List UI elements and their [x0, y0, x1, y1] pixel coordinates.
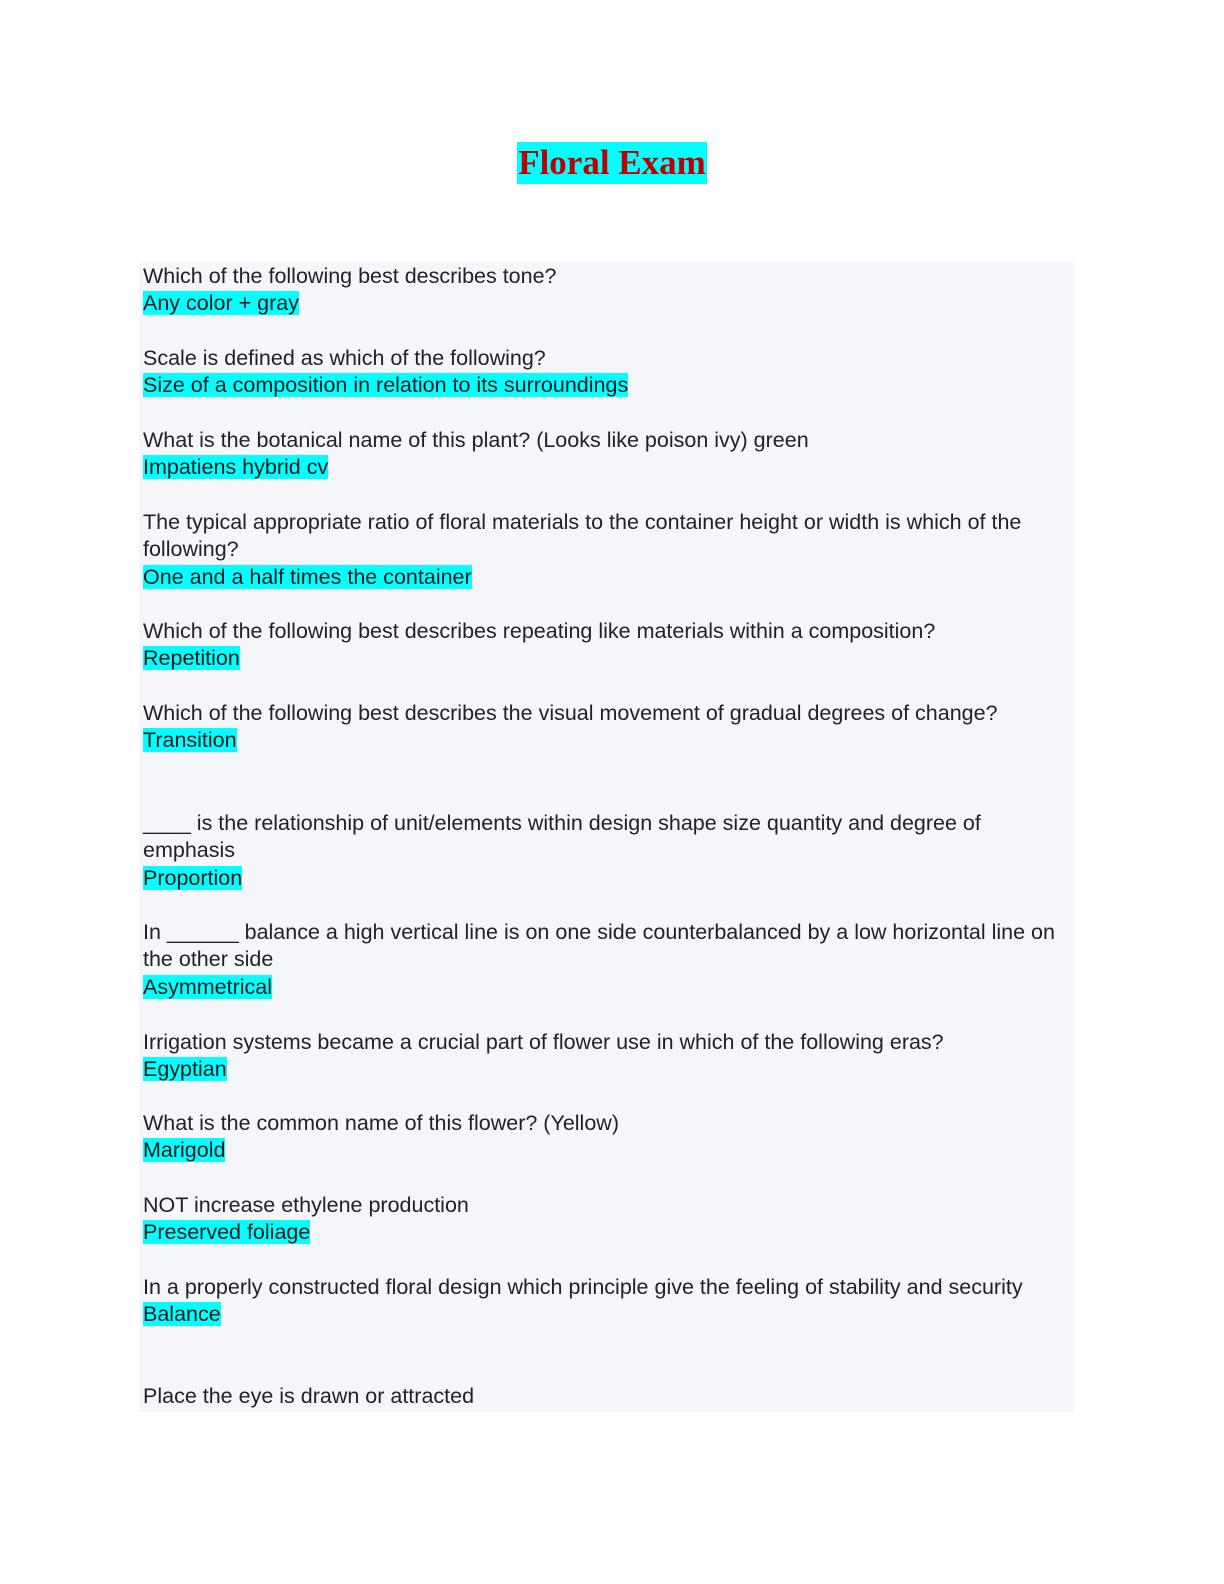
- answer-line: [143, 865, 1070, 892]
- qa-item: [143, 810, 1070, 892]
- answer-line: [143, 290, 1070, 317]
- answer-highlight: Any color + gray: [143, 291, 299, 316]
- answer-line: [143, 974, 1070, 1001]
- answer-highlight: Marigold: [143, 1138, 226, 1163]
- question-text: The typical appropriate ratio of floral materials to the container height or width is which of the following?: [143, 510, 1022, 562]
- qa-item: [143, 700, 1070, 755]
- document-title: Floral Exam: [518, 143, 706, 182]
- qa-item: [143, 1192, 1070, 1247]
- answer-line: [143, 454, 1070, 481]
- question-text: Which of the following best describes the visual movement of gradual degrees of change?: [143, 701, 998, 725]
- answer-highlight: One and a half times the container: [143, 564, 472, 589]
- answer-line: [143, 372, 1070, 399]
- question-text: NOT increase ethylene production: [143, 1193, 469, 1217]
- answer-line: [143, 1056, 1070, 1083]
- question-text: ____ is the relationship of unit/elements within design shape size quantity and degree of emphasis: [143, 811, 981, 863]
- answer-highlight: Size of a composition in relation to its surroundings: [143, 373, 629, 398]
- answer-highlight: Proportion: [143, 865, 243, 890]
- question-text: In ______ balance a high vertical line is on one side counterbalanced by a low horizontal line on the other side: [143, 920, 1055, 972]
- qa-item: [143, 1383, 1070, 1410]
- answer-highlight: Preserved foliage: [143, 1220, 311, 1245]
- answer-highlight: Impatiens hybrid cv: [143, 455, 329, 480]
- answer-highlight: Asymmetrical: [143, 974, 273, 999]
- qa-item: [143, 427, 1070, 482]
- answer-highlight: Egyptian: [143, 1057, 227, 1082]
- qa-item: [143, 919, 1070, 1001]
- question-text: Scale is defined as which of the following?: [143, 346, 546, 370]
- question-text: What is the botanical name of this plant? (Looks like poison ivy) green: [143, 428, 809, 452]
- qa-item: [143, 1029, 1070, 1084]
- question-text: Which of the following best describes repeating like materials within a composition?: [143, 619, 936, 643]
- qa-item: [143, 345, 1070, 400]
- qa-content-area: [139, 262, 1074, 1412]
- question-text: Which of the following best describes tone?: [143, 264, 557, 288]
- answer-line: [143, 1301, 1070, 1328]
- answer-line: [143, 645, 1070, 672]
- qa-item: [143, 263, 1070, 318]
- answer-line: [143, 1219, 1070, 1246]
- answer-line: [143, 1137, 1070, 1164]
- answer-highlight: Balance: [143, 1302, 221, 1327]
- question-text: Irrigation systems became a crucial part of flower use in which of the following eras?: [143, 1030, 944, 1054]
- qa-item: [143, 509, 1070, 591]
- answer-highlight: Repetition: [143, 646, 240, 671]
- qa-item: [143, 618, 1070, 673]
- answer-line: [143, 564, 1070, 591]
- answer-line: [143, 727, 1070, 754]
- question-text: Place the eye is drawn or attracted: [143, 1384, 475, 1408]
- title-container: [0, 142, 1224, 184]
- question-text: What is the common name of this flower? (Yellow): [143, 1111, 619, 1135]
- question-text: In a properly constructed floral design which principle give the feeling of stability and security: [143, 1275, 1023, 1299]
- answer-highlight: Transition: [143, 728, 237, 753]
- qa-item: [143, 1110, 1070, 1165]
- qa-item: [143, 1274, 1070, 1329]
